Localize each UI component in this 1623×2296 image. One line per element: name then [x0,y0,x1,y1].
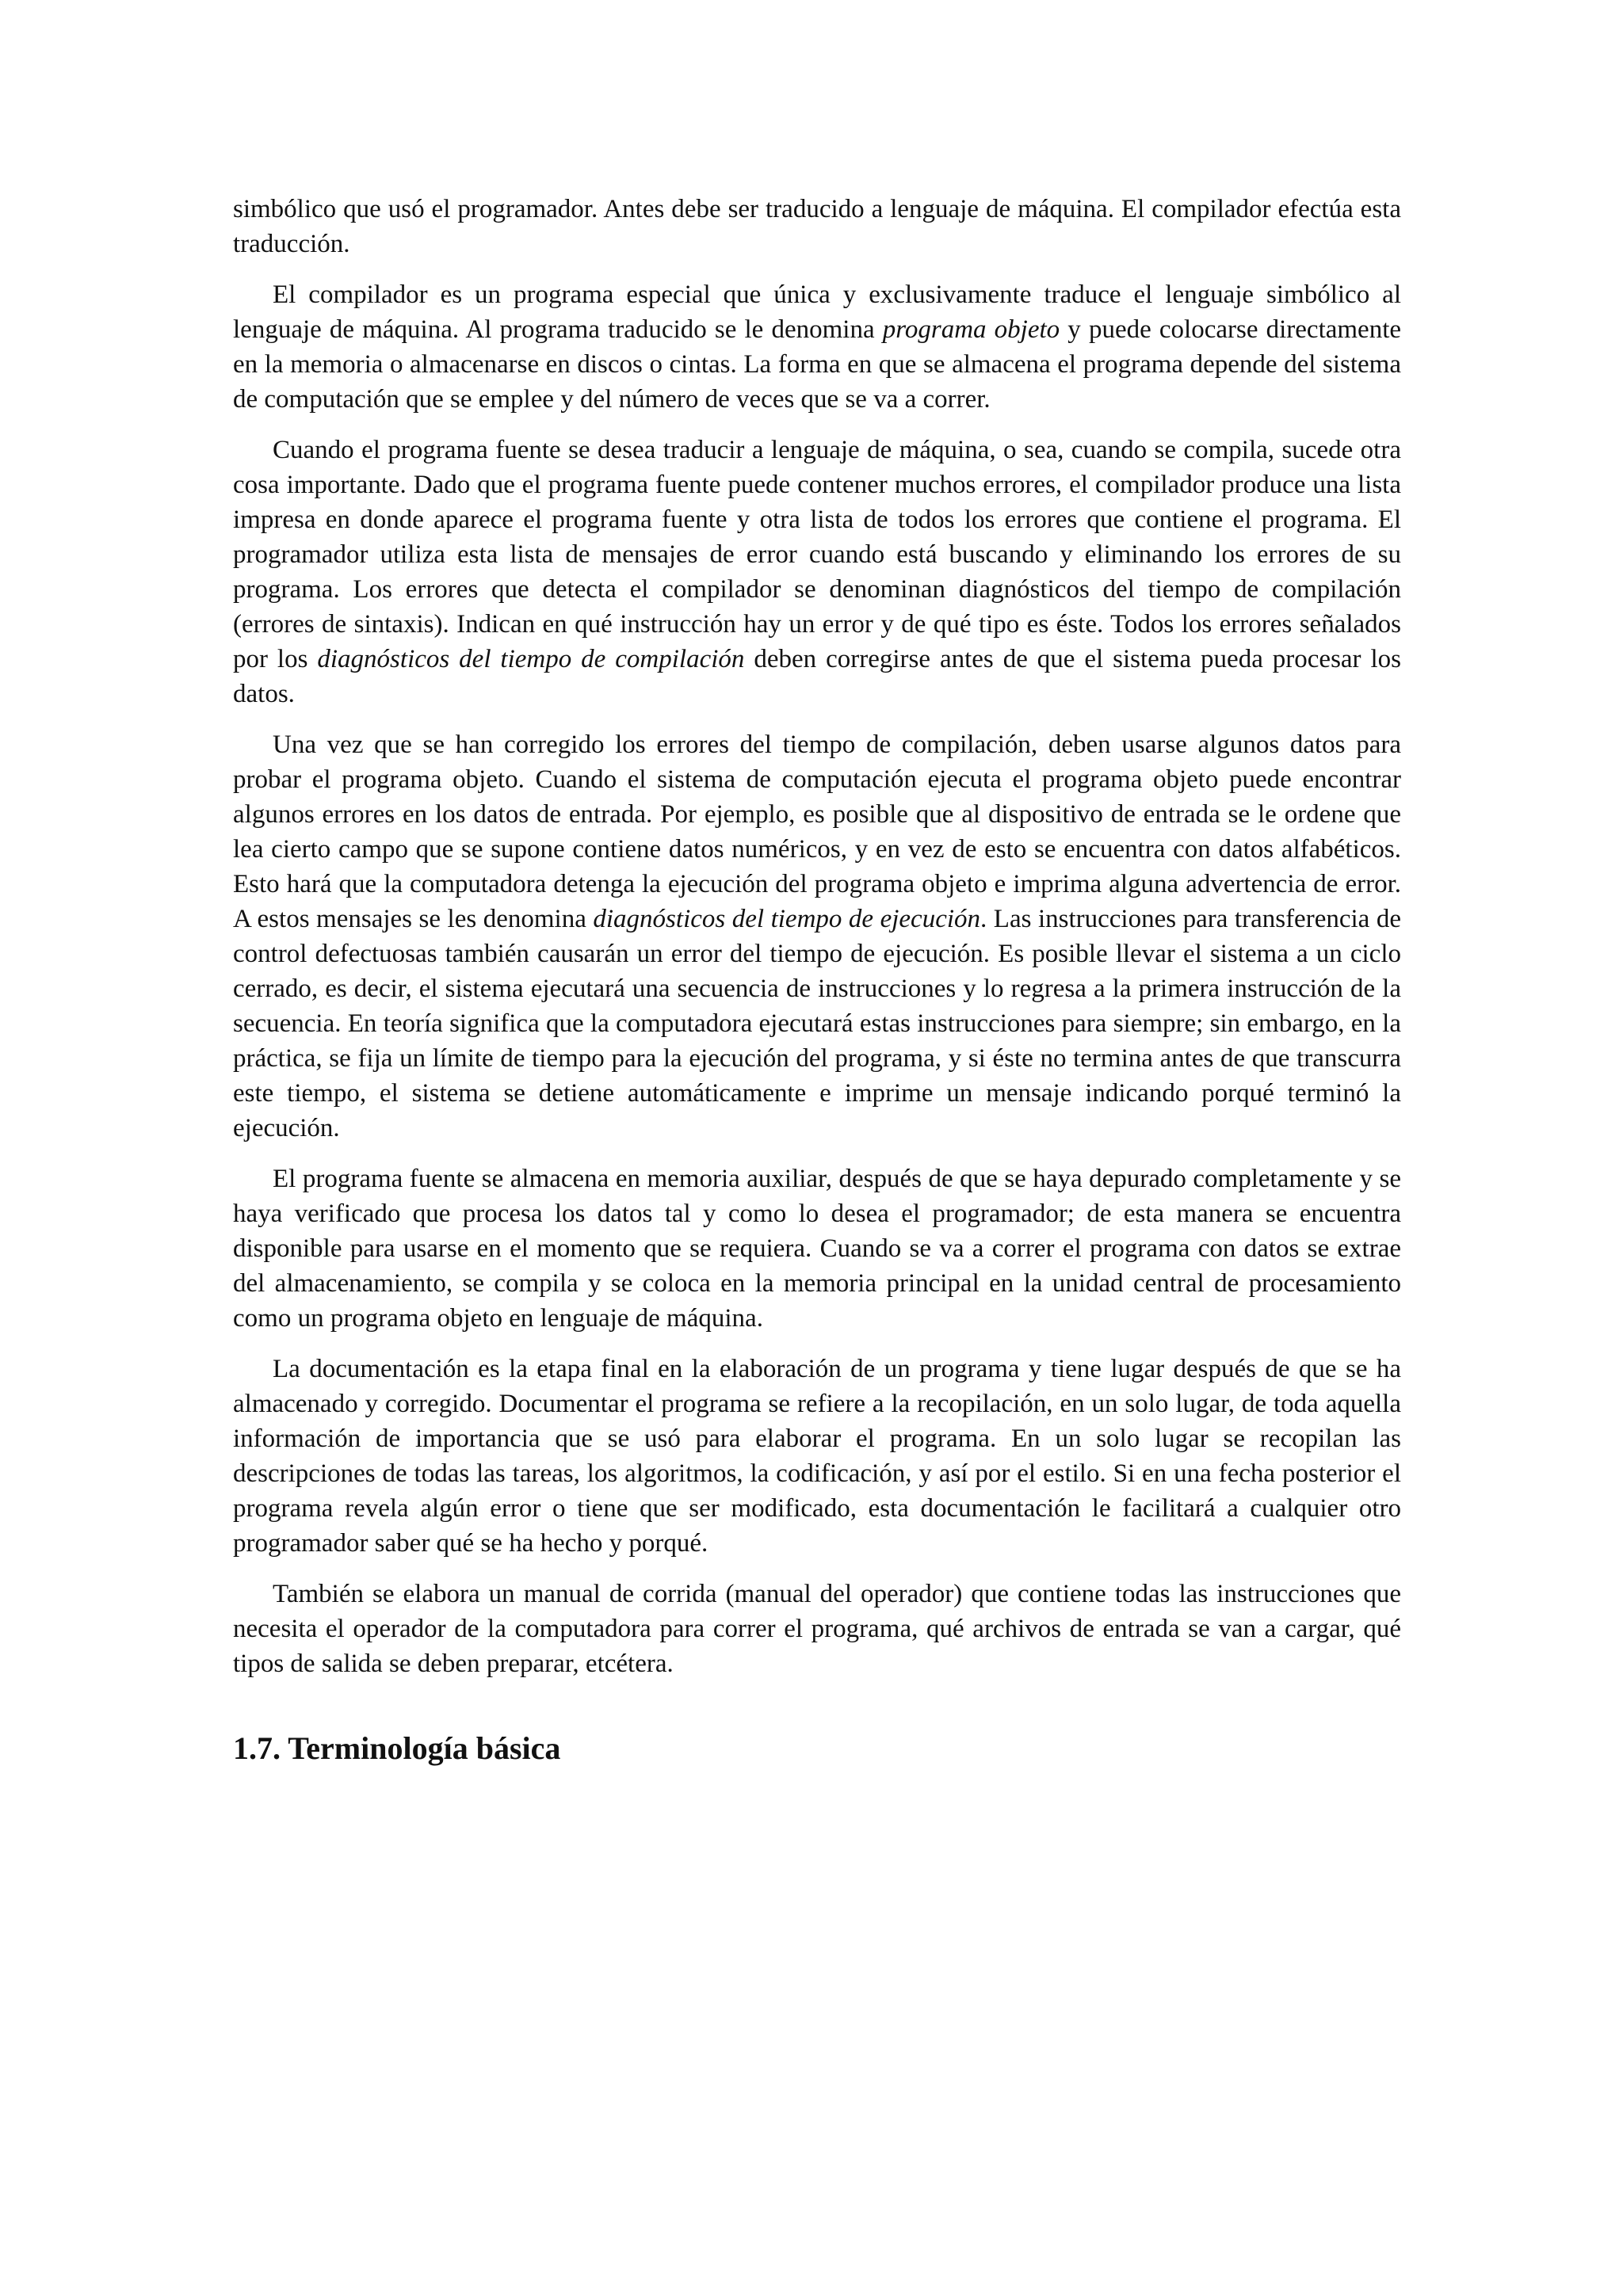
paragraph-text: También se elabora un manual de corrida (manual del operador) que contiene todas las instrucciones que necesita el operador de la computadora para correr el programa, qué archivos de entrada se van a cargar, qué tipos de salida se deben preparar, etcétera. [233,1580,1401,1678]
paragraph-text: y puede colocarse directamente en la memoria o almacenarse en discos o cintas. La forma en que se almacena el programa depende del sistema de computación que se emplee y del número de veces que se va a correr. [233,315,1402,414]
paragraph-text: La documentación es la etapa final en la elaboración de un programa y tiene lugar después de que se ha almacenado y corregido. Documentar el programa se refiere a la recopilación, en un solo lugar, de toda aquella información de importancia que se usó para elaborar el programa. En un solo lugar se recopilan las descripciones de todas las tareas, los algoritmos, la codificación, y así por el estilo. Si en una fecha posterior el programa revela algún error o tiene que ser modificado, esta documentación le facilitará a cualquier otro programador saber qué se ha hecho y porqué. [233,1355,1401,1558]
paragraph-text: Cuando el programa fuente se desea traducir a lenguaje de máquina, o sea, cuando se compila, sucede otra cosa importante. Dado que el programa fuente puede contener muchos errores, el compilador produce una lista impresa en donde aparece el programa fuente y otra lista de todos los errores que contiene el programa. El programador utiliza esta lista de mensajes de error cuando está buscando y eliminando los errores de su programa. Los errores que detecta el compilador se denominan diagnósticos del tiempo de compilación (errores de sintaxis). Indican en qué instrucción hay un error y de qué tipo es éste. Todos los errores señalados por los [233,436,1401,673]
paragraph-text: simbólico que usó el programador. Antes debe ser traducido a lenguaje de máquina. El compilador efectúa esta traducción. [233,195,1401,258]
paragraph-compilacion [233,433,1401,711]
paragraph-ejecucion [233,727,1401,1146]
paragraph-almacenamiento [233,1161,1401,1336]
document-page [233,192,1401,1768]
paragraph-text: . Las instrucciones para transferencia de control defectuosas también causarán un error del tiempo de ejecución. Es posible llevar el sistema a un ciclo cerrado, es decir, el sistema ejecutará una secuencia de instrucciones y lo regresa a la primera instrucción de la secuencia. En teoría significa que la computadora ejecutará estas instrucciones para siempre; sin embargo, en la práctica, se fija un límite de tiempo para la ejecución del programa, y si éste no termina antes de que transcurra este tiempo, el sistema se detiene automáticamente e imprime un mensaje indicando porqué terminó la ejecución. [233,905,1401,1142]
emphasis-diagnosticos-ejecucion: diagnósticos del tiempo de ejecución [593,905,981,933]
paragraph-compilador [233,277,1401,417]
section-heading: 1.7. Terminología básica [233,1730,561,1766]
paragraph-text: deben corregirse antes de que el sistema pueda procesar los datos. [233,645,1401,708]
paragraph-documentacion [233,1352,1401,1561]
emphasis-programa-objeto: programa objeto [882,315,1060,344]
paragraph-continuation [233,192,1401,261]
emphasis-diagnosticos-compilacion: diagnósticos del tiempo de compilación [317,645,745,673]
paragraph-text: El compilador es un programa especial que única y exclusivamente traduce el lenguaje simbólico al lenguaje de máquina. Al programa traducido se le denomina [233,280,1401,344]
paragraph-manual-corrida [233,1577,1401,1681]
paragraph-text: El programa fuente se almacena en memoria auxiliar, después de que se haya depurado completamente y se haya verificado que procesa los datos tal y como lo desea el programador; de esta manera se encuentra disponible para usarse en el momento que se requiera. Cuando se va a correr el programa con datos se extrae del almacenamiento, se compila y se coloca en la memoria principal en la unidad central de procesamiento como un programa objeto en lenguaje de máquina. [233,1165,1401,1333]
paragraph-text: Una vez que se han corregido los errores del tiempo de compilación, deben usarse algunos datos para probar el programa objeto. Cuando el sistema de computación ejecuta el programa objeto puede encontrar algunos errores en los datos de entrada. Por ejemplo, es posible que al dispositivo de entrada se le ordene que lea cierto campo que se supone contiene datos numéricos, y en vez de esto se encuentra con datos alfabéticos. Esto hará que la computadora detenga la ejecución del programa objeto e imprima alguna advertencia de error. A estos mensajes se les denomina [233,730,1401,933]
